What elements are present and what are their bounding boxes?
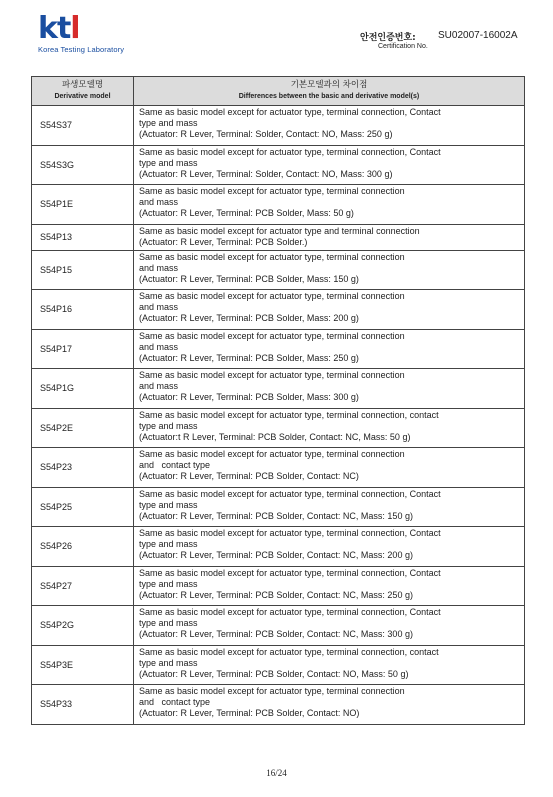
difference-line: and contact type xyxy=(139,460,211,471)
difference-line: type and mass xyxy=(139,657,198,668)
difference-line: type and mass xyxy=(139,618,198,629)
col2-title-en: Differences between the basic and derivative model(s) xyxy=(238,93,420,100)
model-name-cell: S54P2E xyxy=(32,408,134,448)
difference-line: (Actuator: R Lever, Terminal: PCB Solder, Contact: NC, Mass: 250 g) xyxy=(139,589,413,600)
col-header-differences xyxy=(134,77,525,106)
difference-line: Same as basic model except for actuator type, terminal connection, contact xyxy=(139,409,439,420)
table-row xyxy=(32,106,525,146)
difference-line: type and mass xyxy=(139,578,198,589)
difference-line: (Actuator: R Lever, Terminal: PCB Solder, Contact: NC, Mass: 150 g) xyxy=(139,510,413,521)
difference-line: (Actuator: R Lever, Terminal: PCB Solder, Contact: NC, Mass: 300 g) xyxy=(139,629,413,640)
difference-line: type and mass xyxy=(139,420,198,431)
difference-cell xyxy=(134,527,525,567)
table-row xyxy=(32,606,525,646)
table-row xyxy=(32,448,525,488)
difference-line: (Actuator:t R Lever, Terminal: PCB Solder, Contact: NC, Mass: 50 g) xyxy=(139,431,411,442)
difference-cell xyxy=(134,145,525,185)
table-body xyxy=(32,106,525,725)
model-name-cell: S54P23 xyxy=(32,448,134,488)
model-name-cell: S54P17 xyxy=(32,329,134,369)
difference-line: Same as basic model except for actuator type, terminal connection xyxy=(139,251,405,262)
col1-title-en: Derivative model xyxy=(54,93,111,100)
table-row xyxy=(32,145,525,185)
difference-cell xyxy=(134,250,525,290)
logo-subtitle: Korea Testing Laboratory xyxy=(38,45,125,54)
difference-line: Same as basic model except for actuator type, terminal connection xyxy=(139,186,405,196)
difference-line: Same as basic model except for actuator type, terminal connection, Contact xyxy=(139,567,441,578)
difference-line: (Actuator: R Lever, Terminal: PCB Solder.) xyxy=(139,236,308,247)
difference-cell xyxy=(134,645,525,685)
difference-line: Same as basic model except for actuator type, terminal connection, contact xyxy=(139,646,439,657)
difference-line: Same as basic model except for actuator type, terminal connection xyxy=(139,370,405,380)
difference-line: and mass xyxy=(139,381,179,392)
difference-line: (Actuator: R Lever, Terminal: Solder, Contact: NO, Mass: 300 g) xyxy=(139,168,393,179)
difference-line: and mass xyxy=(139,197,179,208)
difference-line: (Actuator: R Lever, Terminal: PCB Solder, Mass: 200 g) xyxy=(139,313,359,324)
difference-line: Same as basic model except for actuator type, terminal connection, Contact xyxy=(139,107,441,117)
difference-line: (Actuator: R Lever, Terminal: PCB Solder, Contact: NC) xyxy=(139,471,359,482)
model-name-cell: S54S37 xyxy=(32,106,134,146)
table-row xyxy=(32,487,525,527)
difference-line: and mass xyxy=(139,302,179,313)
cert-label-en: Certification No. xyxy=(378,43,428,50)
model-name-cell: S54P1E xyxy=(32,185,134,225)
model-name-cell: S54P25 xyxy=(32,487,134,527)
table-row xyxy=(32,290,525,330)
difference-line: Same as basic model except for actuator type, terminal connection, Contact xyxy=(139,607,441,617)
table-row xyxy=(32,685,525,725)
difference-line: and mass xyxy=(139,341,179,352)
page-number: 16/24 xyxy=(266,768,287,778)
model-name-cell: S54P27 xyxy=(32,566,134,606)
difference-cell xyxy=(134,566,525,606)
difference-line: (Actuator: R Lever, Terminal: PCB Solder, Mass: 50 g) xyxy=(139,208,354,219)
difference-line: (Actuator: R Lever, Terminal: PCB Solder, Contact: NO) xyxy=(139,708,360,719)
model-name-cell: S54P16 xyxy=(32,290,134,330)
difference-cell xyxy=(134,224,525,250)
table-row xyxy=(32,224,525,250)
difference-cell xyxy=(134,487,525,527)
derivative-model-table xyxy=(31,76,525,725)
difference-cell xyxy=(134,329,525,369)
difference-line: (Actuator: R Lever, Terminal: Solder, Contact: NO, Mass: 250 g) xyxy=(139,129,393,140)
difference-line: and contact type xyxy=(139,697,211,708)
difference-line: Same as basic model except for actuator type, terminal connection xyxy=(139,686,405,696)
difference-cell xyxy=(134,408,525,448)
difference-line: Same as basic model except for actuator type, terminal connection, Contact xyxy=(139,488,441,499)
table-row xyxy=(32,250,525,290)
model-name-cell: S54P33 xyxy=(32,685,134,725)
model-name-cell: S54P15 xyxy=(32,250,134,290)
difference-line: Same as basic model except for actuator type, terminal connection xyxy=(139,449,405,459)
difference-line: and mass xyxy=(139,262,179,273)
table-row xyxy=(32,566,525,606)
difference-line: Same as basic model except for actuator type, terminal connection, Contact xyxy=(139,146,441,157)
model-name-cell: S54P1G xyxy=(32,369,134,409)
col-header-derivative-model xyxy=(32,77,134,106)
certification-label xyxy=(360,30,428,50)
difference-cell xyxy=(134,106,525,146)
col1-title-ko: 파생모델명 xyxy=(61,80,104,90)
table-row xyxy=(32,527,525,567)
difference-cell xyxy=(134,290,525,330)
cert-label-ko: 안전인증번호: xyxy=(360,33,416,43)
ktl-logo xyxy=(38,11,125,54)
difference-line: type and mass xyxy=(139,539,198,550)
col2-title-ko: 기본모델과의 차이점 xyxy=(290,80,368,90)
difference-line: type and mass xyxy=(139,157,198,168)
model-name-cell: S54P2G xyxy=(32,606,134,646)
difference-line: type and mass xyxy=(139,118,198,129)
difference-cell xyxy=(134,185,525,225)
table-row xyxy=(32,645,525,685)
difference-line: Same as basic model except for actuator type and terminal connection xyxy=(139,225,420,236)
table-row xyxy=(32,369,525,409)
difference-line: Same as basic model except for actuator type, terminal connection, Contact xyxy=(139,528,441,538)
difference-cell xyxy=(134,369,525,409)
table-row xyxy=(32,408,525,448)
table-row xyxy=(32,185,525,225)
difference-cell xyxy=(134,448,525,488)
difference-cell xyxy=(134,606,525,646)
difference-line: (Actuator: R Lever, Terminal: PCB Solder, Mass: 300 g) xyxy=(139,392,359,403)
model-name-cell: S54P26 xyxy=(32,527,134,567)
difference-line: (Actuator: R Lever, Terminal: PCB Solder, Mass: 250 g) xyxy=(139,352,359,363)
model-name-cell: S54P13 xyxy=(32,224,134,250)
model-name-cell: S54S3G xyxy=(32,145,134,185)
difference-line: Same as basic model except for actuator type, terminal connection xyxy=(139,291,405,301)
difference-line: Same as basic model except for actuator type, terminal connection xyxy=(139,330,405,341)
difference-line: type and mass xyxy=(139,499,198,510)
difference-cell xyxy=(134,685,525,725)
table-row xyxy=(32,329,525,369)
model-name-cell: S54P3E xyxy=(32,645,134,685)
logo-wordmark: ktl xyxy=(38,11,80,46)
difference-line: (Actuator: R Lever, Terminal: PCB Solder, Contact: NO, Mass: 50 g) xyxy=(139,668,409,679)
difference-line: (Actuator: R Lever, Terminal: PCB Solder, Mass: 150 g) xyxy=(139,273,359,284)
certification-number: SU02007-16002A xyxy=(438,30,518,41)
difference-line: (Actuator: R Lever, Terminal: PCB Solder, Contact: NC, Mass: 200 g) xyxy=(139,550,413,561)
